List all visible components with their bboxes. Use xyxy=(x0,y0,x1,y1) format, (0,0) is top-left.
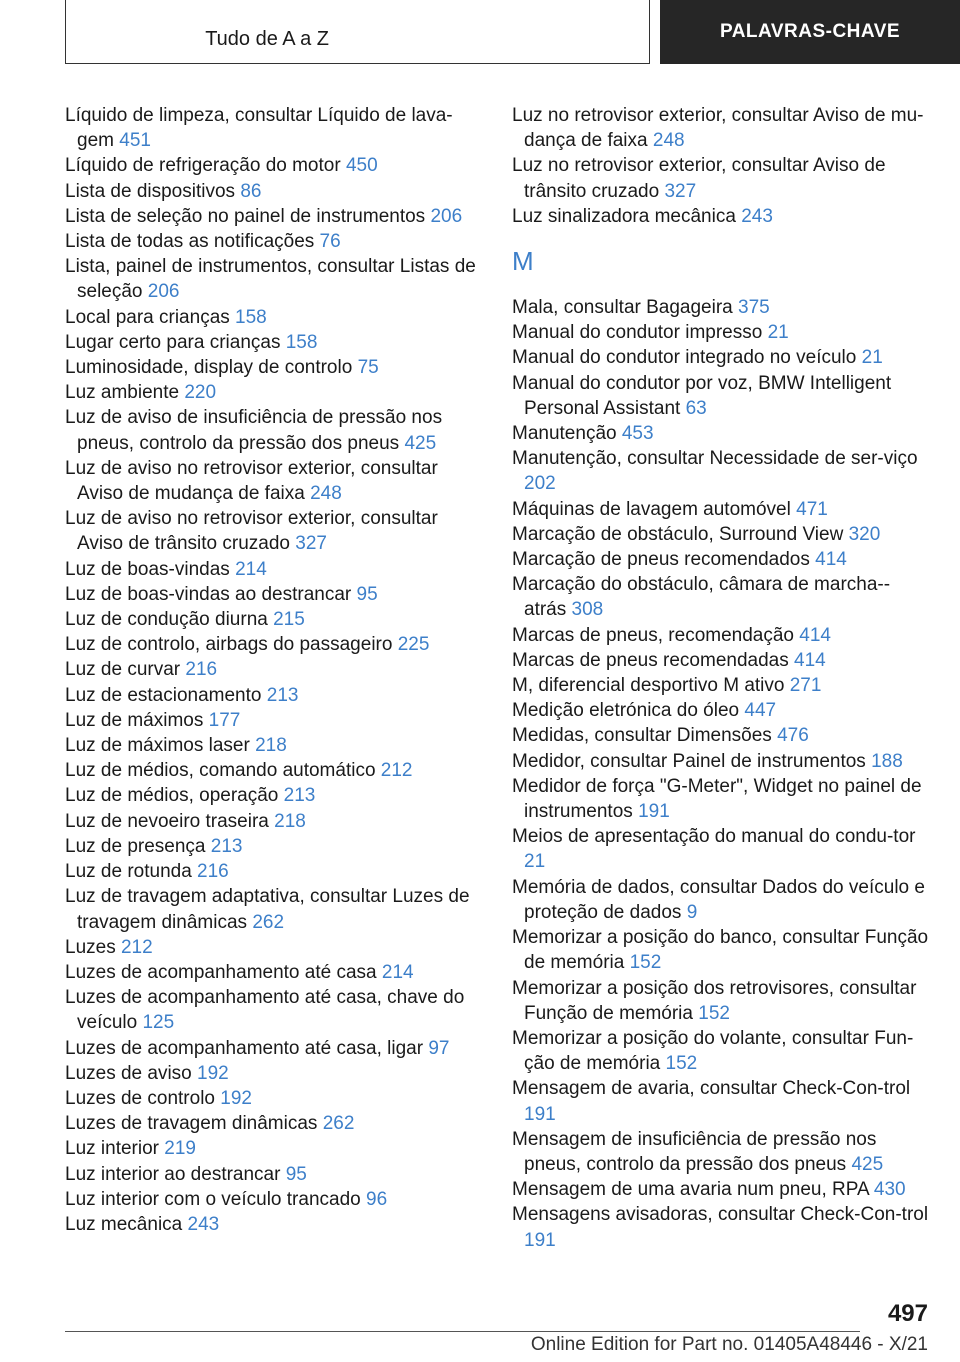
page-reference-link[interactable]: 214 xyxy=(381,961,414,983)
page-reference-link[interactable]: 327 xyxy=(295,533,327,555)
page-reference-link[interactable]: 21 xyxy=(767,322,789,344)
index-entry-text: Luz de estacionamento xyxy=(65,684,262,706)
index-entry-text: Lugar certo para crianças xyxy=(65,331,281,353)
index-entry-text: Mensagem de uma avaria num pneu, RPA xyxy=(512,1179,869,1201)
index-entry xyxy=(512,1177,932,1202)
footer-edition-text: Online Edition for Part no. 01405A48446 - X/21 xyxy=(530,1334,928,1355)
index-entry-text: Luz de aviso no retrovisor exterior, consultar Aviso de mudança de faixa xyxy=(65,457,438,505)
index-column-left xyxy=(65,103,485,1237)
index-entry-text: Luminosidade, display de controlo xyxy=(65,357,353,379)
index-entry xyxy=(512,572,932,622)
index-entry-text: Memorizar a posição do banco, consultar Função de memória xyxy=(512,927,929,974)
page-reference-link[interactable]: 21 xyxy=(861,347,883,369)
page-reference-link[interactable]: 158 xyxy=(235,306,267,328)
index-entry xyxy=(65,1187,485,1212)
index-entry-text: Medição eletrónica do óleo xyxy=(512,700,740,722)
index-entry-text: Lista, painel de instrumentos, consultar Listas de seleção xyxy=(65,256,476,303)
index-entry xyxy=(65,355,485,380)
page-reference-link[interactable]: 188 xyxy=(871,750,903,772)
page-reference-link[interactable]: 152 xyxy=(665,1053,698,1075)
page-reference-link[interactable]: 152 xyxy=(629,952,662,974)
index-entry xyxy=(512,723,932,748)
page-reference-link[interactable]: 192 xyxy=(220,1087,252,1109)
index-entry xyxy=(65,1111,485,1136)
page-reference-link[interactable]: 219 xyxy=(164,1138,196,1160)
index-entry-text: Memória de dados, consultar Dados do veículo e proteção de dados xyxy=(512,876,925,923)
index-entry xyxy=(65,506,485,556)
index-entry-text: Luzes de acompanhamento até casa xyxy=(65,961,377,983)
index-entry xyxy=(65,1212,485,1237)
index-entry-text: Luzes de acompanhamento até casa, ligar xyxy=(65,1037,424,1059)
index-entry-text: Luz de médios, operação xyxy=(65,785,279,807)
index-entry xyxy=(65,204,485,229)
page-reference-link[interactable]: 308 xyxy=(571,599,604,621)
page-reference-link[interactable]: 191 xyxy=(638,801,670,823)
index-entry xyxy=(65,254,485,304)
index-entry xyxy=(65,884,485,934)
index-entry xyxy=(65,834,485,859)
page-reference-link[interactable]: 476 xyxy=(777,725,809,747)
index-entry xyxy=(512,497,932,522)
page-number: 497 xyxy=(887,1300,928,1327)
index-entry-text: Luz interior ao destrancar xyxy=(65,1163,281,1185)
index-entry xyxy=(65,229,485,254)
index-entry-text: Medidor de força "G-Meter", Widget no painel de instrumentos xyxy=(512,775,922,823)
index-entry-text: Medidor, consultar Painel de instrumentos xyxy=(512,750,866,772)
page-reference-link[interactable]: 450 xyxy=(345,155,378,177)
index-entry xyxy=(512,976,932,1026)
page-reference-link[interactable]: 191 xyxy=(524,1103,556,1125)
index-entry-text: Meios de apresentação do manual do condu-tor xyxy=(512,826,916,848)
index-entry xyxy=(65,683,485,708)
index-entry xyxy=(65,733,485,758)
index-entry xyxy=(65,632,485,657)
index-entry-text: Luz de médios, comando automático xyxy=(65,760,376,782)
index-entry-text: Luz no retrovisor exterior, consultar Aviso de trânsito cruzado xyxy=(512,155,886,202)
index-entry xyxy=(512,925,932,975)
page-reference-link[interactable]: 191 xyxy=(524,1229,556,1251)
index-entry xyxy=(65,405,485,455)
index-entry xyxy=(65,1036,485,1061)
index-entry xyxy=(65,1162,485,1187)
footer-divider xyxy=(65,1331,860,1332)
page-reference-link[interactable]: 192 xyxy=(197,1062,229,1084)
index-entry-text: Luz de máximos laser xyxy=(65,735,250,757)
page-reference-link[interactable]: 216 xyxy=(197,861,229,883)
index-entry xyxy=(512,547,932,572)
index-entry xyxy=(512,295,932,320)
page-reference-link[interactable]: 447 xyxy=(744,700,777,722)
page-reference-link[interactable]: 243 xyxy=(187,1213,220,1235)
index-entry xyxy=(512,749,932,774)
section-letter: M xyxy=(512,246,534,277)
page-reference-link[interactable]: 271 xyxy=(789,675,822,697)
index-entry-text: Marcas de pneus recomendadas xyxy=(512,649,789,671)
page-reference-link[interactable]: 213 xyxy=(266,684,299,706)
index-entry-text: Luz de nevoeiro traseira xyxy=(65,810,269,832)
index-entry xyxy=(512,673,932,698)
index-entry xyxy=(512,1076,932,1126)
page-reference-link[interactable]: 453 xyxy=(621,423,654,445)
page-reference-link[interactable]: 86 xyxy=(240,180,262,202)
page-reference-link[interactable]: 177 xyxy=(208,709,241,731)
index-entry-text: Luz interior com o veículo trancado xyxy=(65,1188,361,1210)
index-entry-text: Luz de boas-vindas ao destrancar xyxy=(65,583,352,605)
page-reference-link[interactable]: 414 xyxy=(794,649,826,671)
index-entry xyxy=(512,1026,932,1076)
page-reference-link[interactable]: 425 xyxy=(851,1153,884,1175)
index-entry-text: Marcas de pneus, recomendação xyxy=(512,624,794,646)
page-reference-link[interactable]: 213 xyxy=(283,785,316,807)
index-entry xyxy=(512,320,932,345)
index-entry-text: Memorizar a posição do volante, consultar Fun-ção de memória xyxy=(512,1027,914,1075)
page-reference-link[interactable]: 225 xyxy=(397,634,430,656)
page-reference-link[interactable]: 212 xyxy=(120,936,153,958)
page-reference-link[interactable]: 471 xyxy=(796,498,828,520)
index-entry xyxy=(65,607,485,632)
page-reference-link[interactable]: 243 xyxy=(741,205,773,227)
index-entry-text: Luz de condução diurna xyxy=(65,609,268,631)
page-reference-link[interactable]: 97 xyxy=(428,1037,450,1059)
page-reference-link[interactable]: 202 xyxy=(524,473,556,495)
index-entry-text: Luz de curvar xyxy=(65,659,181,681)
index-entry-text: Manutenção xyxy=(512,423,617,445)
index-entry xyxy=(512,103,932,153)
index-entry xyxy=(65,153,485,178)
page-reference-link[interactable]: 158 xyxy=(285,331,318,353)
index-entry-text: Manual do condutor integrado no veículo xyxy=(512,347,857,369)
index-entry-text: Manual do condutor por voz, BMW Intelligent Personal Assistant xyxy=(512,372,892,419)
index-entry-text: Máquinas de lavagem automóvel xyxy=(512,498,791,520)
page-reference-link[interactable]: 375 xyxy=(738,297,770,319)
index-entry xyxy=(65,179,485,204)
keywords-tab: PALAVRAS-CHAVE xyxy=(660,0,960,64)
index-entry xyxy=(65,1061,485,1086)
index-entry xyxy=(65,305,485,330)
index-entry-text: Líquido de limpeza, consultar Líquido de lava-gem xyxy=(65,105,453,152)
index-entry-text: Luzes de aviso xyxy=(65,1062,192,1084)
index-entry-text: Memorizar a posição dos retrovisores, consultar Função de memória xyxy=(512,977,917,1024)
index-entry-text: Lista de todas as notificações xyxy=(65,231,315,253)
index-entry-text: Luzes de controlo xyxy=(65,1087,215,1109)
page-reference-link[interactable]: 414 xyxy=(799,624,831,646)
index-entry xyxy=(512,824,932,874)
page-reference-link[interactable]: 248 xyxy=(652,130,685,152)
index-entry xyxy=(65,708,485,733)
page-reference-link[interactable]: 248 xyxy=(310,483,342,505)
page-reference-link[interactable]: 75 xyxy=(357,357,379,379)
page-reference-link[interactable]: 125 xyxy=(142,1012,175,1034)
page-reference-link[interactable]: 327 xyxy=(664,180,697,202)
page-reference-link[interactable]: 95 xyxy=(356,583,378,605)
index-entry-text: Luz de boas-vindas xyxy=(65,558,230,580)
page-reference-link[interactable]: 213 xyxy=(210,835,243,857)
index-entry-text: Luz de travagem adaptativa, consultar Luzes de travagem dinâmicas xyxy=(65,886,470,933)
index-entry xyxy=(512,204,932,229)
page-reference-link[interactable]: 95 xyxy=(285,1163,307,1185)
page-reference-link[interactable]: 320 xyxy=(848,523,881,545)
index-entry xyxy=(65,557,485,582)
index-entry-text: Lista de dispositivos xyxy=(65,180,236,202)
index-entry-text: Marcação do obstáculo, câmara de marcha--atrás xyxy=(512,574,891,621)
page-reference-link[interactable]: 414 xyxy=(815,549,847,571)
index-entry-text: Luz de rotunda xyxy=(65,861,192,883)
index-entry xyxy=(512,421,932,446)
page-reference-link[interactable]: 215 xyxy=(273,609,305,631)
header-frame xyxy=(65,0,650,64)
index-entry xyxy=(65,103,485,153)
page-reference-link[interactable]: 21 xyxy=(524,851,546,873)
page-reference-link[interactable]: 218 xyxy=(255,735,287,757)
index-entry-text: Luz interior xyxy=(65,1138,159,1160)
index-entry-text: Luz de aviso de insuficiência de pressão nos pneus, controlo da pressão dos pneus xyxy=(65,407,443,454)
index-entry-text: M, diferencial desportivo M ativo xyxy=(512,675,785,697)
index-entry xyxy=(512,522,932,547)
page-reference-link[interactable]: 96 xyxy=(366,1188,388,1210)
index-entry xyxy=(512,698,932,723)
page-reference-link[interactable]: 218 xyxy=(274,810,306,832)
index-entry-text: Luzes xyxy=(65,936,116,958)
index-entry-text: Medidas, consultar Dimensões xyxy=(512,725,772,747)
index-entry xyxy=(65,935,485,960)
index-entry xyxy=(65,1086,485,1111)
page-reference-link[interactable]: 214 xyxy=(235,558,267,580)
page-reference-link[interactable]: 152 xyxy=(698,1002,730,1024)
page-reference-link[interactable]: 430 xyxy=(873,1179,906,1201)
page-reference-link[interactable]: 206 xyxy=(147,281,180,303)
index-entry xyxy=(512,774,932,824)
page-reference-link[interactable]: 216 xyxy=(185,659,218,681)
index-entry xyxy=(512,1202,932,1252)
index-entry-text: Manual do condutor impresso xyxy=(512,322,763,344)
index-entry xyxy=(512,1127,932,1177)
index-entry xyxy=(65,330,485,355)
index-entry xyxy=(512,875,932,925)
index-entry-text: Mensagem de avaria, consultar Check-Con-trol xyxy=(512,1078,911,1100)
index-entry-text: Marcação de obstáculo, Surround View xyxy=(512,523,844,545)
index-entry xyxy=(65,783,485,808)
index-entry xyxy=(65,809,485,834)
index-entry xyxy=(65,859,485,884)
page-reference-link[interactable]: 425 xyxy=(404,432,437,454)
page-reference-link[interactable]: 262 xyxy=(252,911,285,933)
index-entry-text: Marcação de pneus recomendados xyxy=(512,549,810,571)
index-entry xyxy=(65,380,485,405)
page-reference-link[interactable]: 212 xyxy=(380,760,413,782)
index-column-right xyxy=(512,103,932,1253)
index-entry-text: Luz de aviso no retrovisor exterior, consultar Aviso de trânsito cruzado xyxy=(65,508,438,555)
index-entry xyxy=(512,623,932,648)
index-entry-text: Líquido de refrigeração do motor xyxy=(65,155,341,177)
page-reference-link[interactable]: 220 xyxy=(184,382,217,404)
index-entry xyxy=(65,960,485,985)
index-entry xyxy=(65,657,485,682)
index-entry-text: Luz no retrovisor exterior, consultar Aviso de mu-dança de faixa xyxy=(512,105,924,152)
page-reference-link[interactable]: 76 xyxy=(319,231,341,253)
index-entry-text: Luz sinalizadora mecânica xyxy=(512,205,736,227)
index-entry-text: Local para crianças xyxy=(65,306,230,328)
index-entry xyxy=(65,985,485,1035)
index-entry xyxy=(65,456,485,506)
index-entry-text: Luz ambiente xyxy=(65,382,180,404)
index-entry xyxy=(512,371,932,421)
index-entry-text: Luzes de acompanhamento até casa, chave do veículo xyxy=(65,987,465,1034)
index-entry-text: Luz de presença xyxy=(65,835,206,857)
index-entry xyxy=(512,648,932,673)
page-reference-link[interactable]: 9 xyxy=(686,901,698,923)
index-entry xyxy=(65,1136,485,1161)
index-entry-text: Mala, consultar Bagageira xyxy=(512,297,733,319)
section-title: Tudo de A a Z xyxy=(205,28,329,50)
index-entry-text: Luz de controlo, airbags do passageiro xyxy=(65,634,393,656)
index-entry xyxy=(512,446,932,496)
page-reference-link[interactable]: 206 xyxy=(430,205,463,227)
index-entry-text: Luzes de travagem dinâmicas xyxy=(65,1113,318,1135)
page-reference-link[interactable]: 63 xyxy=(685,397,707,419)
page-reference-link[interactable]: 451 xyxy=(119,130,151,152)
index-entry xyxy=(65,582,485,607)
index-entry xyxy=(512,345,932,370)
index-entry-text: Luz mecânica xyxy=(65,1213,183,1235)
index-entry xyxy=(65,758,485,783)
index-entry-text: Manutenção, consultar Necessidade de ser-viço xyxy=(512,448,918,470)
index-entry-text: Mensagem de insuficiência de pressão nos pneus, controlo da pressão dos pneus xyxy=(512,1128,877,1175)
index-entry-text: Lista de seleção no painel de instrumentos xyxy=(65,205,426,227)
index-entry-text: Mensagens avisadoras, consultar Check-Con-trol xyxy=(512,1204,929,1226)
page-reference-link[interactable]: 262 xyxy=(322,1113,355,1135)
index-entry-text: Luz de máximos xyxy=(65,709,204,731)
index-entry xyxy=(512,153,932,203)
